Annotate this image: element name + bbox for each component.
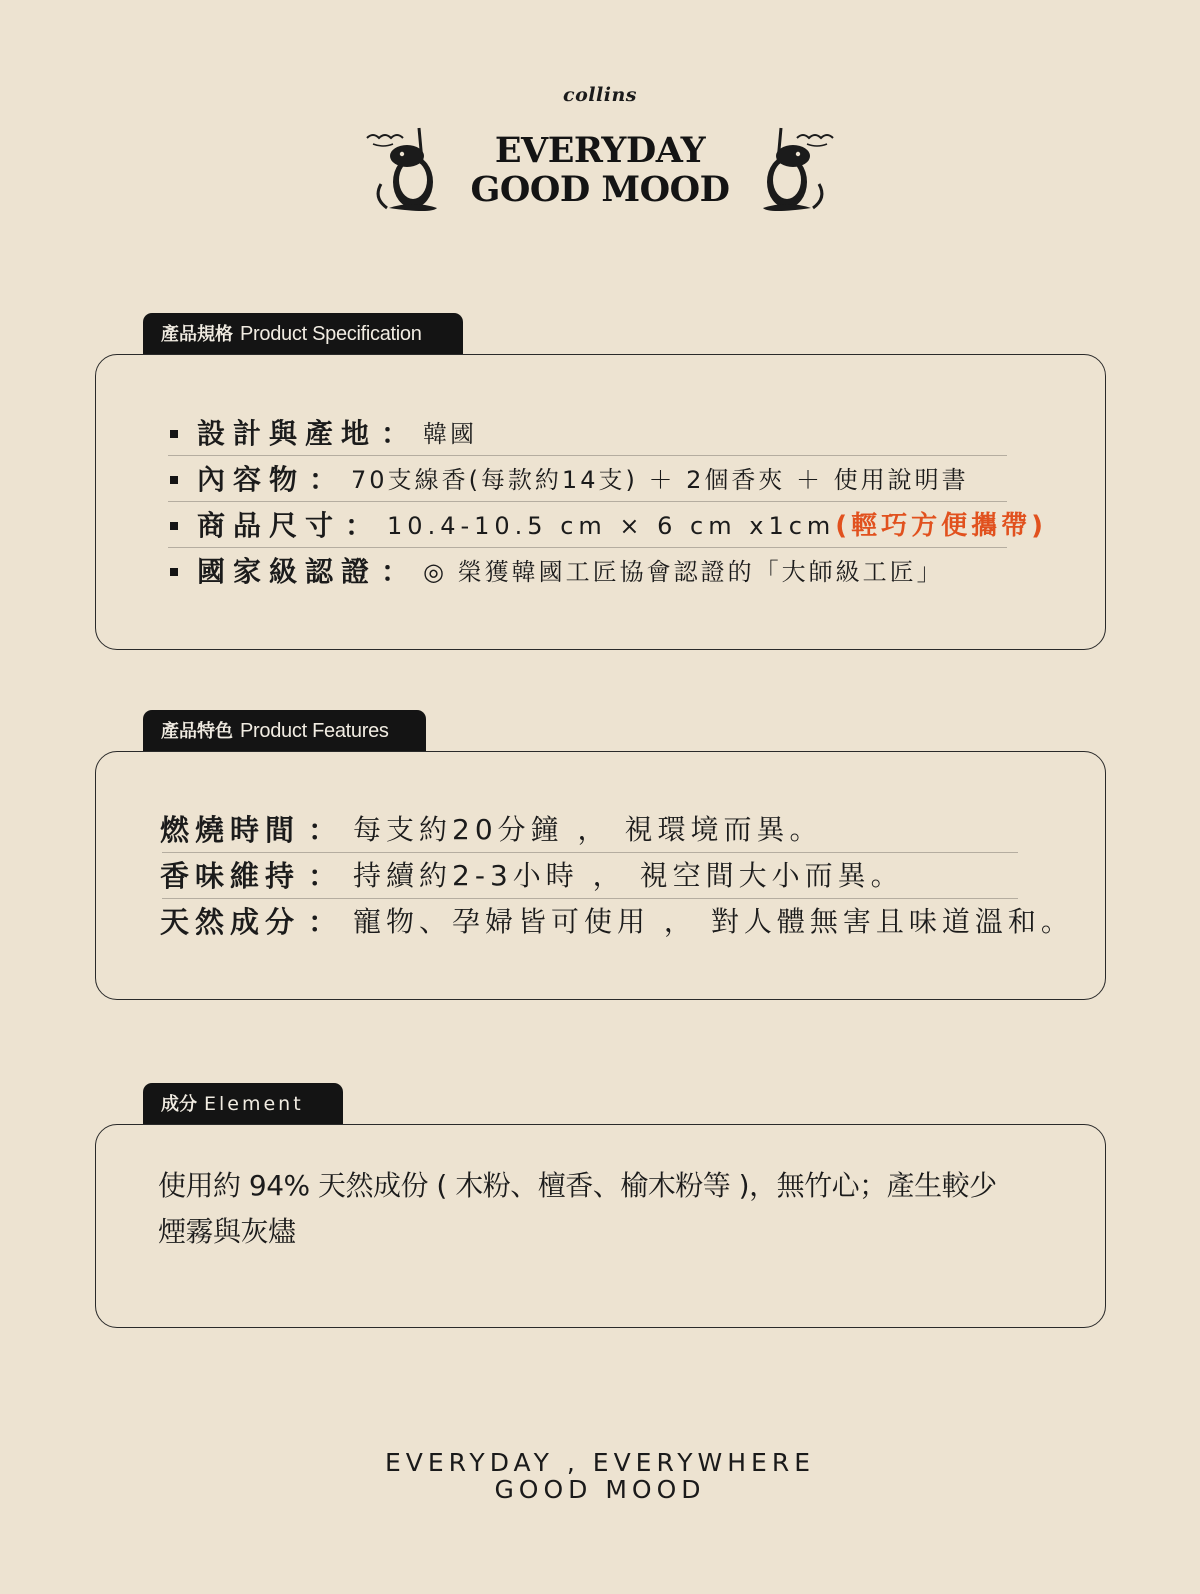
feature-label: 燃燒時間 <box>160 813 301 847</box>
row-divider <box>168 501 1007 502</box>
bullet-icon <box>170 522 178 530</box>
tab-label-zh: 成分 <box>161 1094 197 1115</box>
spec-row-origin <box>170 411 477 457</box>
brand-title-line1: EVERYDAY <box>494 130 706 171</box>
feature-row-scent-duration <box>160 853 904 899</box>
spec-label: 設計與產地 <box>197 417 378 450</box>
bullet-icon <box>170 568 178 576</box>
brand-small-logo: collins <box>563 84 637 106</box>
feature-value: 寵物、孕婦皆可使用 ， 對人體無害且味道溫和。 <box>353 905 1074 938</box>
spec-label: 商品尺寸 <box>197 509 342 542</box>
colon: ： <box>308 859 338 893</box>
tab-label-zh: 產品規格 <box>161 324 233 345</box>
brand-title-line2: GOOD MOOD <box>470 169 730 210</box>
spec-value: 70支線香(每款約14支) ＋ 2個香夾 ＋ 使用說明書 <box>351 466 969 494</box>
feature-value: 持續約2-3小時 ， 視空間大小而異。 <box>353 859 904 892</box>
colon: ： <box>345 509 374 542</box>
spec-row-contents <box>170 457 969 503</box>
tab-label-en: Product Features <box>240 720 389 742</box>
element-line-2: 煙霧與灰燼 <box>158 1215 296 1248</box>
colon: ： <box>309 463 338 496</box>
spec-label: 國家級認證 <box>197 555 378 588</box>
bullet-icon <box>170 430 178 438</box>
spec-row-certification <box>170 549 944 595</box>
dog-holding-flag-icon <box>739 124 835 220</box>
colon: ： <box>308 905 338 939</box>
footer-tagline-line1: EVERYDAY , EVERYWHERE <box>384 1448 816 1477</box>
spec-row-size <box>170 503 1047 549</box>
tab-product-specification <box>143 313 463 355</box>
feature-row-natural-ingredients <box>160 899 1074 945</box>
feature-label: 香味維持 <box>160 859 301 893</box>
row-divider <box>168 547 1007 548</box>
spec-value: 10.4-10.5 cm × 6 cm x1cm <box>387 512 836 540</box>
tab-product-features <box>143 710 426 752</box>
footer-tagline-line2: GOOD MOOD <box>494 1475 706 1504</box>
element-description <box>158 1163 1063 1255</box>
row-divider <box>168 455 1007 456</box>
tab-label-en: Product Specification <box>240 323 422 345</box>
tab-label-zh: 產品特色 <box>161 721 233 742</box>
tab-label-en: Element <box>204 1093 304 1115</box>
feature-label: 天然成分 <box>160 905 301 939</box>
spec-label: 內容物 <box>197 463 306 496</box>
spec-value: 韓國 <box>423 420 478 448</box>
feature-row-burn-time <box>160 807 822 853</box>
feature-value: 每支約20分鐘 ， 視環境而異。 <box>353 813 823 846</box>
element-line-1: 使用約 94% 天然成份 ( 木粉、檀香、榆木粉等 )，無竹心；產生較少 <box>158 1169 997 1202</box>
bullet-icon <box>170 476 178 484</box>
colon: ： <box>308 813 338 847</box>
colon: ： <box>381 417 410 450</box>
highlight-portable: (輕巧方便攜帶) <box>835 511 1048 541</box>
tab-element <box>143 1083 343 1125</box>
spec-value: ◎ 榮獲韓國工匠協會認證的「大師級工匠」 <box>423 558 944 586</box>
colon: ： <box>381 555 410 588</box>
